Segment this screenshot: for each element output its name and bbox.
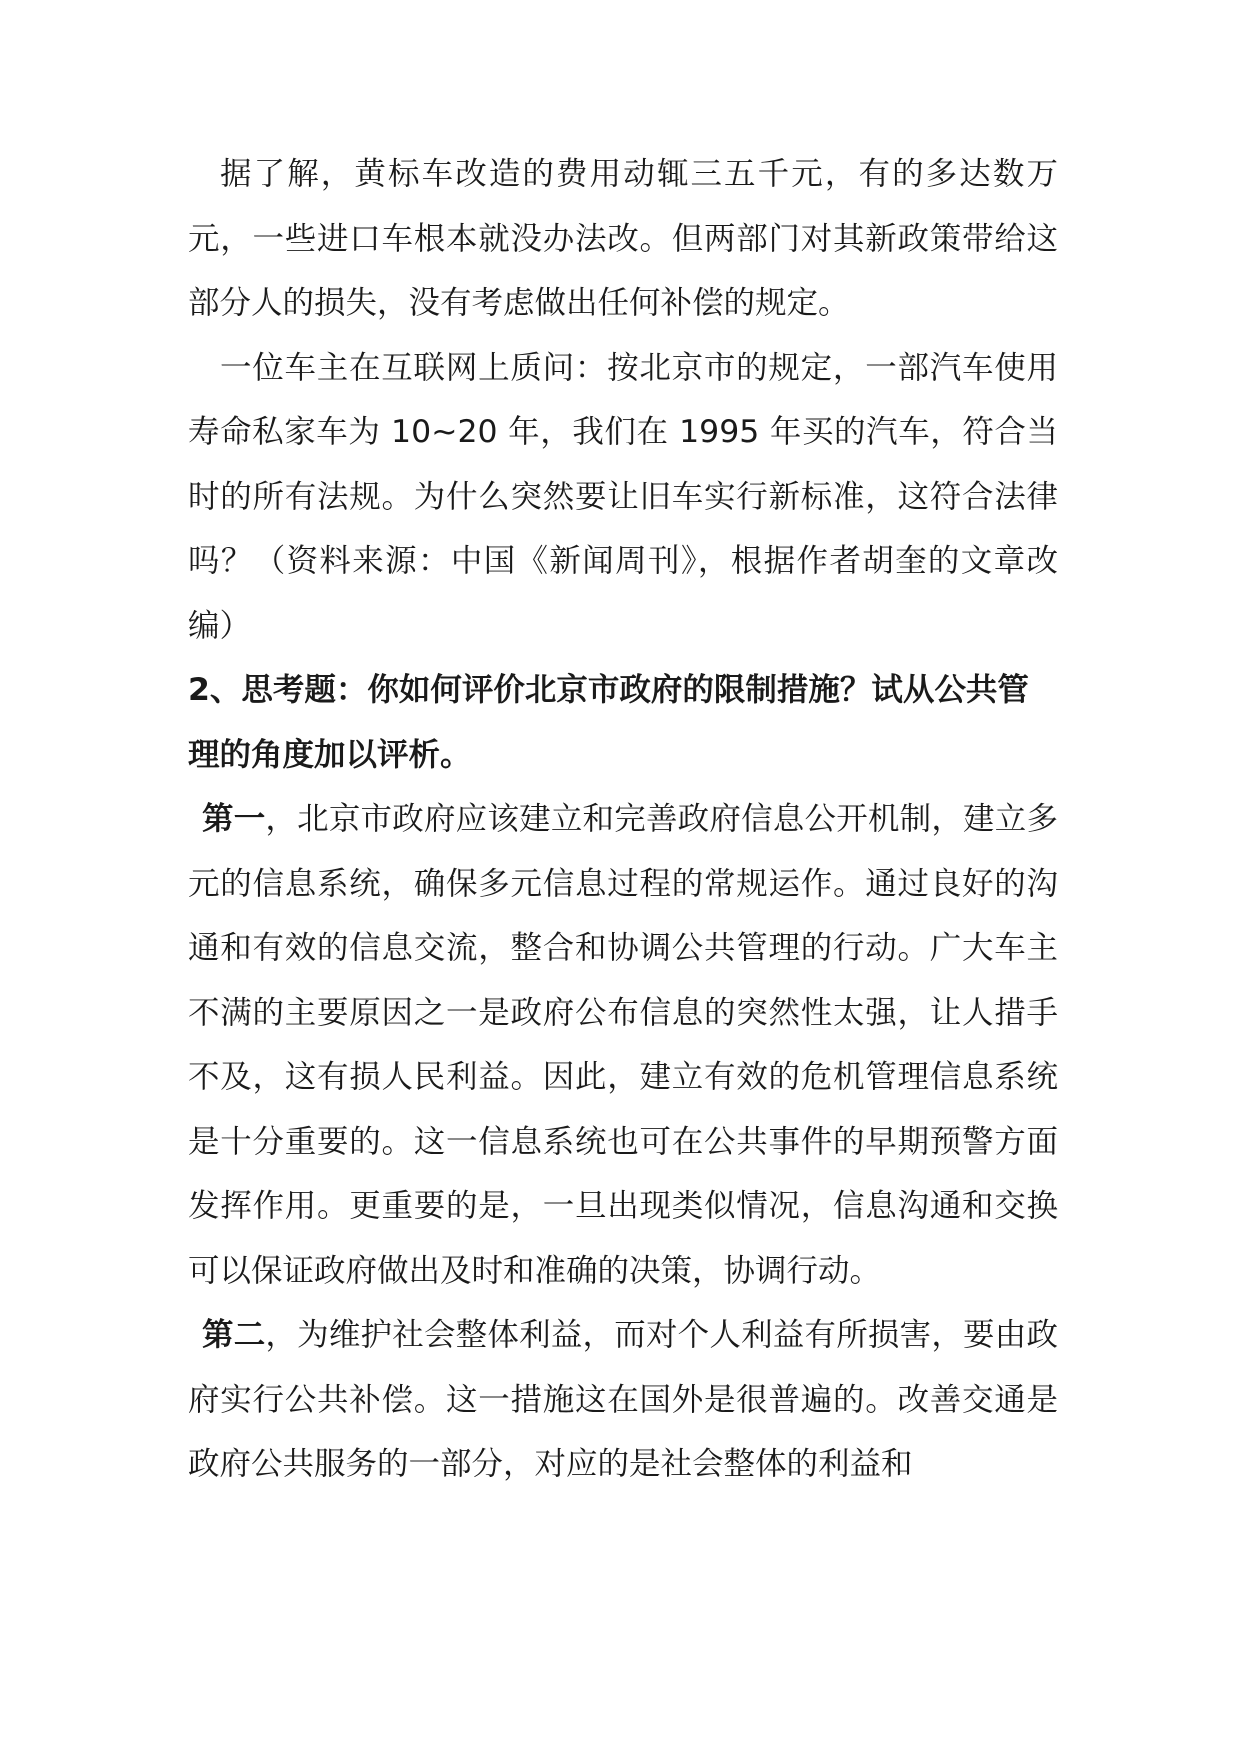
- answer-text-second: ，为维护社会整体利益，而对个人利益有所损害，要由政府实行公共补偿。这一措施这在国外是很普遍的。改善交通是政府公共服务的一部分，对应的是社会整体的利益和: [188, 1317, 1058, 1482]
- answer-paragraph-second: [188, 1303, 1058, 1497]
- answer-lead-second: 第二: [202, 1317, 266, 1353]
- answer-paragraph-first: [188, 787, 1058, 1303]
- answer-lead-first: 第一: [202, 801, 266, 837]
- document-page: [188, 142, 1058, 1497]
- answer-text-first: ，北京市政府应该建立和完善政府信息公开机制，建立多元的信息系统，确保多元信息过程的常规运作。通过良好的沟通和有效的信息交流，整合和协调公共管理的行动。广大车主不满的主要原因之一是政府公布信息的突然性太强，让人措手不及，这有损人民利益。因此，建立有效的危机管理信息系统是十分重要的。这一信息系统也可在公共事件的早期预警方面发挥作用。更重要的是，一旦出现类似情况，信息沟通和交换可以保证政府做出及时和准确的决策，协调行动。: [188, 801, 1058, 1289]
- paragraph-owner-question: 一位车主在互联网上质问：按北京市的规定，一部汽车使用寿命私家车为 10~20 年，我们在 1995 年买的汽车，符合当时的所有法规。为什么突然要让旧车实行新标准，这符合法律吗？（资料来源：中国《新闻周刊》，根据作者胡奎的文章改编）: [188, 349, 1058, 644]
- paragraph-cost-of-retrofit: 据了解，黄标车改造的费用动辄三五千元，有的多达数万元，一些进口车根本就没办法改。但两部门对其新政策带给这部分人的损失，没有考虑做出任何补偿的规定。: [188, 156, 1058, 321]
- question-heading: 2、思考题：你如何评价北京市政府的限制措施？试从公共管理的角度加以评析。: [188, 672, 1029, 773]
